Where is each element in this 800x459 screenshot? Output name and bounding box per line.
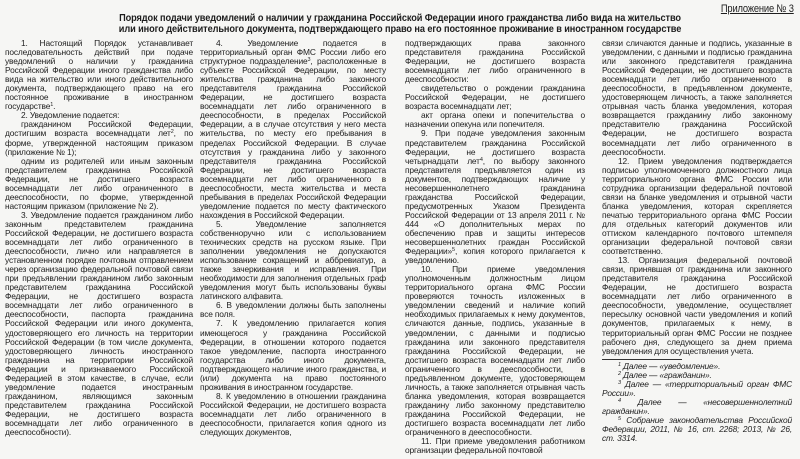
paragraph (602, 39, 792, 157)
footnote-ref: 2 (170, 129, 174, 136)
paragraph-text: одним из родителей или иным законным представителем гражданина Российской Федерации, не достигшего возраста восемнадцати лет либо ограниченного в дееспособности, по форме, утвержденной настоящим приказом (приложение № 2). (5, 155, 193, 211)
footnote (602, 416, 792, 443)
paragraph-text: . (53, 101, 56, 112)
paragraph (405, 265, 585, 437)
appendix-label: Приложение № 3 (721, 3, 794, 15)
footnote-ref: 5 (452, 247, 455, 254)
paragraph-text: 10. При приеме уведомления уполномоченным должностным лицом территориального органа ФМС России проверяются точность изложенных в уведомлении сведений и наличие копий необходимых прилагаемых к нему документов, сличаются данные, подпись, указанные в уведомлении, с данными и подписью гражданина или законного представителя гражданина Российской Федерации, не достигшего возраста восемнадцати лет либо ограниченного в дееспособности, в предъявленном документе, удостоверяющем личность, а также заполняется отрывная часть бланка уведомления, которая возвращается гражданину либо законному представителю гражданина Российской Федерации, не достигшего возраста восемнадцати лет либо ограниченного в дееспособности. (405, 264, 585, 438)
paragraph (200, 301, 386, 319)
footnote-text: Далее — «гражданин». (620, 369, 712, 380)
paragraph (200, 392, 386, 437)
paragraph (602, 157, 792, 257)
footnote (602, 398, 792, 416)
paragraph-text: 8. К уведомлению в отношении гражданина Российской Федерации, не достигшего возраста восемнадцати лет либо ограниченного в дееспособности, прилагается копия одного из следующих документов, (200, 390, 386, 438)
paragraph-text: 6. В уведомлении должны быть заполнены все поля. (200, 300, 386, 320)
text-column-3 (405, 39, 585, 455)
paragraph-text: , копия которого прилагается к уведомлению. (405, 246, 585, 266)
footnote-ref: 4 (479, 156, 483, 163)
paragraph-text: , расположенные в субъекте Российской Федерации, по месту жительства гражданина либо законного представителя гражданина Российской Федерации, не достигшего возраста восемнадцати лет либо ограниченного в дееспособности, в пределах Российской Федерации, а в случае отсутствия у него места жительства, по месту его пребывания в пределах Российской Федерации. В случае отсутствия у гражданина либо у законного представителя гражданина Российской Федерации, не достигшего возраста восемнадцати лет либо ограниченного в дееспособности, места жительства и места пребывания в пределах Российской Федерации уведомление подается по месту фактического нахождения в Российской Федерации. (200, 56, 386, 220)
paragraph (405, 129, 585, 265)
paragraph-text: 4. Уведомление подается в территориальный орган ФМС России либо его структурное подразделение (200, 38, 386, 67)
paragraph (5, 120, 193, 156)
paragraph (5, 211, 193, 437)
footnote-ref: 1 (618, 361, 621, 368)
footnote-text: Далее — «несовершеннолетний гражданин». (602, 396, 792, 416)
paragraph-text: 9. При подаче уведомления законным представителем гражданина Российской Федерации, не достигшего возраста четырнадцати лет (405, 128, 585, 166)
footnote-ref: 4 (618, 397, 621, 404)
paragraph-text: 1. Настоящий Порядок устанавливает последовательность действий при подаче уведомлений о наличии у гражданина Российской Федерации иного гражданства либо вида на жительство или иного действительного документа, подтверждающего право на его постоянное проживание в иностранном государстве (5, 38, 193, 112)
paragraph (602, 256, 792, 356)
footnote (602, 380, 792, 398)
footnote-ref: 3 (307, 57, 311, 64)
footnote-text: Далее — «территориальный орган ФМС России». (602, 378, 792, 398)
footnote-ref: 2 (618, 370, 621, 377)
paragraph (5, 157, 193, 211)
paragraph (405, 111, 585, 129)
paragraph-text: 3. Уведомление подается гражданином либо законным представителем гражданина Российской Федерации, не достигшего возраста восемнадцати лет либо ограниченного в дееспособности, лично или направляется в установленном порядке почтовым отправлением через организацию федеральной почтовой связи при предъявлении гражданином либо законным представителем гражданина Российской Федерации, не достигшего возраста восемнадцати лет либо ограниченного в дееспособности, паспорта гражданина Российской Федерации или иного документа, удостоверяющего его личность на территории Российской Федерации (в том числе документа, удостоверяющего личность иностранного гражданина на территории Российской Федерации и признаваемого Российской Федерацией в этом качестве, в случае, если уведомление подается иностранным гражданином, являющимся законным представителем гражданина Российской Федерации, не достигшего возраста восемнадцати лет либо ограниченного в дееспособности). (5, 209, 193, 438)
footnotes (602, 362, 792, 443)
paragraph (405, 84, 585, 111)
footnote-ref: 1 (50, 102, 54, 109)
paragraph-text: свидетельство о рождении гражданина Российской Федерации, не достигшего возраста восемнадцати лет; (405, 83, 585, 112)
paragraph-text: , по выбору законного представителя предъявляется один из документов, подтверждающих наличие у несовершеннолетнего гражданина гражданства Российской Федерации, предусмотренных Указом Президента Российской Федерации от 13 апреля 2011 г. № 444 «О дополнительных мерах по обеспечению прав и защиты интересов несовершеннолетних граждан Российской Федерации» (405, 155, 585, 257)
paragraph-text: , по форме, утвержденной настоящим приказом (приложение № 1); (5, 128, 193, 157)
paragraph (200, 39, 386, 220)
footnote-ref: 3 (618, 379, 621, 386)
paragraph-text: подтверждающих права законного представителя гражданина Российской Федерации, не достигшего возраста восемнадцати лет либо ограниченного в дееспособности: (405, 38, 585, 85)
paragraph (200, 319, 386, 391)
title-line-1: Порядок подачи уведомлений о наличии у гражданина Российской Федерации иного гражданства либо вида на жительство (119, 13, 681, 24)
paragraph-text: 7. К уведомлению прилагается копия имеющегося у гражданина Российской Федерации, в отношении которого подается такое уведомление, паспорта иностранного государства либо иного документа, подтверждающего наличие иного гражданства, и (или) документа на право постоянного проживания в иностранном государстве. (200, 318, 386, 392)
title-line-2: или иного действительного документа, подтверждающего право на его постоянное проживание в иностранном государстве (118, 24, 682, 35)
footnote-text: Далее — «уведомление». (620, 360, 721, 371)
footnote-ref: 5 (618, 415, 621, 422)
paragraph (405, 437, 585, 455)
paragraph-text: связи сличаются данные и подпись, указанные в уведомлении, с данными и подписью гражданина или законного представителя гражданина Российской Федерации, не достигшего возраста восемнадцати лет либо ограниченного в дееспособности, в предъявленном документе, удостоверяющем личность, а также заполняется отрывная часть бланка уведомления, которая возвращается гражданину либо законному представителю гражданина Российской Федерации, не достигшего возраста восемнадцати лет либо ограниченного в дееспособности. (602, 38, 792, 157)
paragraph (405, 39, 585, 84)
footnote-text: Собрание законодательства Российской Федерации, 2011, № 16, ст. 2268; 2013, № 26, ст. 3314. (602, 414, 792, 444)
paragraph-text: 11. При приеме уведомления работником организации федеральной почтовой (405, 436, 585, 456)
paragraph-text: 5. Уведомление заполняется собственноручно или с использованием технических средств на русском языке. При заполнении уведомления не допускаются использование сокращений и аббревиатур, а также зачеркивания и исправления. При необходимости для заполнения отдельных граф уведомления могут быть использованы буквы латинского алфавита. (200, 218, 386, 302)
paragraph-text: гражданином Российской Федерации, достигшим возраста восемнадцати лет (5, 119, 193, 139)
paragraph (200, 220, 386, 301)
paragraph (5, 39, 193, 111)
footnote-divider (602, 359, 682, 360)
text-column-4 (602, 39, 792, 443)
paragraph-text: 13. Организация федеральной почтовой связи, принявшая от гражданина или законного представителя гражданина Российской Федерации, не достигшего возраста восемнадцати лет либо ограниченного в дееспособности, уведомление, осуществляет пересылку основной части уведомления и копий документов, прилагаемых к нему, в территориальный орган ФМС России не позднее рабочего дня, следующего за днем приема уведомления для осуществления учета. (602, 255, 792, 356)
document-title (32, 13, 768, 35)
paragraph-text: акт органа опеки и попечительства о назначении опекуна или попечителя. (405, 110, 585, 130)
paragraph-text: 2. Уведомление подается: (21, 110, 120, 121)
text-column-1 (5, 39, 193, 437)
text-column-2 (200, 39, 386, 437)
paragraph-text: 12. Прием уведомления подтверждается подписью уполномоченного должностного лица территориального органа ФМС России или сотрудника организации федеральной почтовой связи на бланке уведомления и отрывной части бланка уведомления, которая скрепляется печатью территориального органа ФМС России для отдельных категорий документов или оттиском календарного почтового штемпеля организации федеральной почтовой связи соответственно. (602, 155, 792, 257)
